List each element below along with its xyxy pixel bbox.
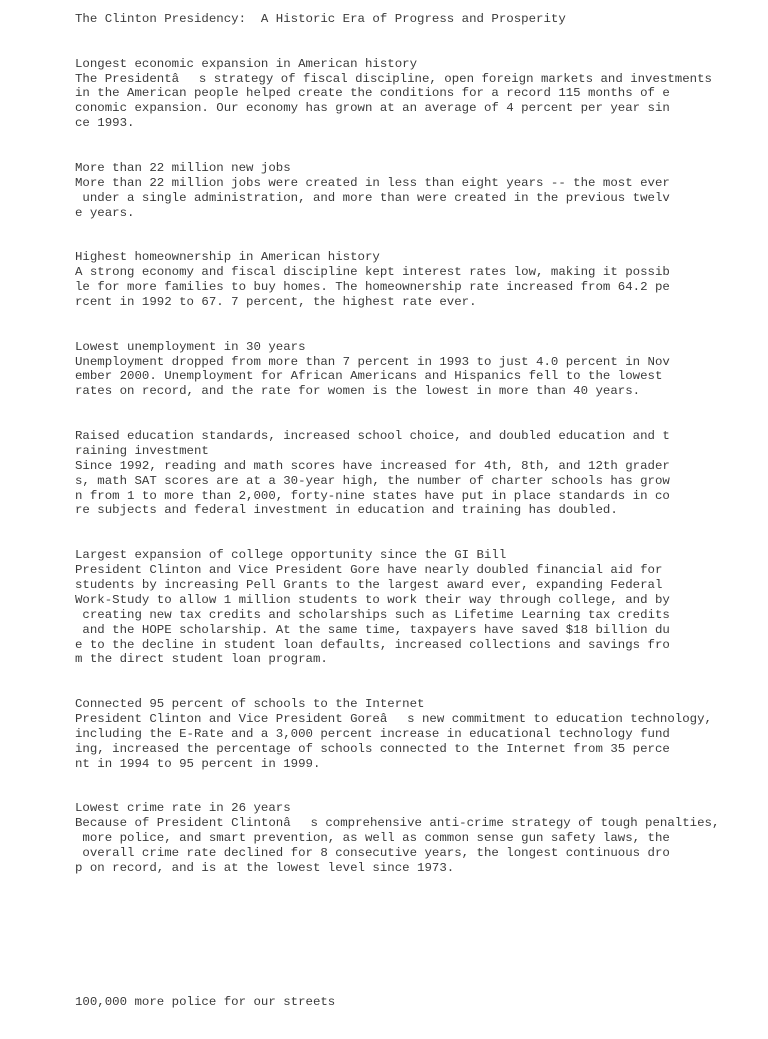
section-heading: Lowest unemployment in 30 years (75, 339, 306, 354)
body-line: and the HOPE scholarship. At the same time, taxpayers have saved $18 billion du (75, 622, 670, 637)
section-police (75, 995, 755, 1010)
body-line: ember 2000. Unemployment for African Americans and Hispanics fell to the lowest (75, 369, 663, 384)
body-line: President Clinton and Vice President Gore have nearly doubled financial aid for (75, 563, 663, 578)
body-line: A strong economy and fiscal discipline kept interest rates low, making it possib (75, 265, 670, 280)
section-heading-continued: raining investment (75, 443, 209, 458)
body-line: in the American people helped create the conditions for a record 115 months of e (75, 86, 670, 101)
section-economic-expansion (75, 57, 755, 131)
body-line: Work-Study to allow 1 million students to work their way through college, and by (75, 592, 670, 607)
section-schools-internet (75, 697, 755, 771)
body-line: e years. (75, 205, 135, 220)
body-line: More than 22 million jobs were created in less than eight years -- the most ever (75, 175, 670, 190)
section-unemployment (75, 340, 755, 400)
section-heading: Raised education standards, increased school choice, and doubled education and t (75, 429, 670, 444)
document-title: The Clinton Presidency: A Historic Era of Progress and Prosperity (75, 12, 566, 26)
section-heading: 100,000 more police for our streets (75, 994, 336, 1009)
body-line: overall crime rate declined for 8 consecutive years, the longest continuous dro (75, 846, 670, 860)
section-heading: Longest economic expansion in American history (75, 56, 418, 71)
section-new-jobs (75, 161, 755, 221)
section-heading: Largest expansion of college opportunity since the GI Bill (75, 548, 507, 563)
body-line: more police, and smart prevention, as well as common sense gun safety laws, the (75, 831, 670, 846)
body-line: m the direct student loan program. (75, 652, 328, 667)
section-college-opportunity (75, 548, 755, 667)
section-heading: More than 22 million new jobs (75, 160, 291, 175)
body-line: s, math SAT scores are at a 30-year high, the number of charter schools has grow (75, 473, 670, 488)
body-line: creating new tax credits and scholarships such as Lifetime Learning tax credits (75, 607, 670, 622)
section-heading: Lowest crime rate in 26 years (75, 801, 291, 816)
body-line: rates on record, and the rate for women is the lowest in more than 40 years. (75, 384, 641, 399)
section-heading: Connected 95 percent of schools to the Internet (75, 697, 425, 712)
section-crime-rate (75, 801, 755, 875)
body-line: ing, increased the percentage of schools connected to the Internet from 35 perce (75, 741, 670, 756)
body-line: Unemployment dropped from more than 7 percent in 1993 to just 4.0 percent in Nov (75, 354, 670, 369)
body-line: n from 1 to more than 2,000, forty-nine states have put in place standards in co (75, 488, 670, 503)
body-line: le for more families to buy homes. The homeownership rate increased from 64.2 pe (75, 280, 670, 295)
section-heading: Highest homeownership in American history (75, 250, 380, 265)
body-line: Because of President Clintonâs comprehensive anti-crime strategy of tough penalties, (75, 816, 720, 831)
body-line: students by increasing Pell Grants to the largest award ever, expanding Federal (75, 577, 663, 592)
body-line: under a single administration, and more than were created in the previous twelv (75, 190, 670, 205)
body-line: p on record, and is at the lowest level since 1973. (75, 860, 455, 875)
body-line: nt in 1994 to 95 percent in 1999. (75, 756, 321, 771)
body-line: rcent in 1992 to 67. 7 percent, the highest rate ever. (75, 294, 477, 309)
body-line: e to the decline in student loan defaults, increased collections and savings fro (75, 637, 670, 652)
body-line: conomic expansion. Our economy has grown at an average of 4 percent per year sin (75, 101, 670, 116)
body-line: President Clinton and Vice President Goreâs new commitment to education technology, (75, 711, 712, 726)
section-education-standards (75, 429, 755, 518)
body-line: ce 1993. (75, 116, 135, 131)
section-homeownership (75, 250, 755, 310)
body-line: re subjects and federal investment in education and training has doubled. (75, 503, 618, 518)
body-line: The Presidentâs strategy of fiscal discipline, open foreign markets and investments (75, 71, 712, 86)
body-line: Since 1992, reading and math scores have increased for 4th, 8th, and 12th grader (75, 458, 670, 473)
body-line: including the E-Rate and a 3,000 percent increase in educational technology fund (75, 726, 670, 741)
document-page (75, 12, 755, 1039)
